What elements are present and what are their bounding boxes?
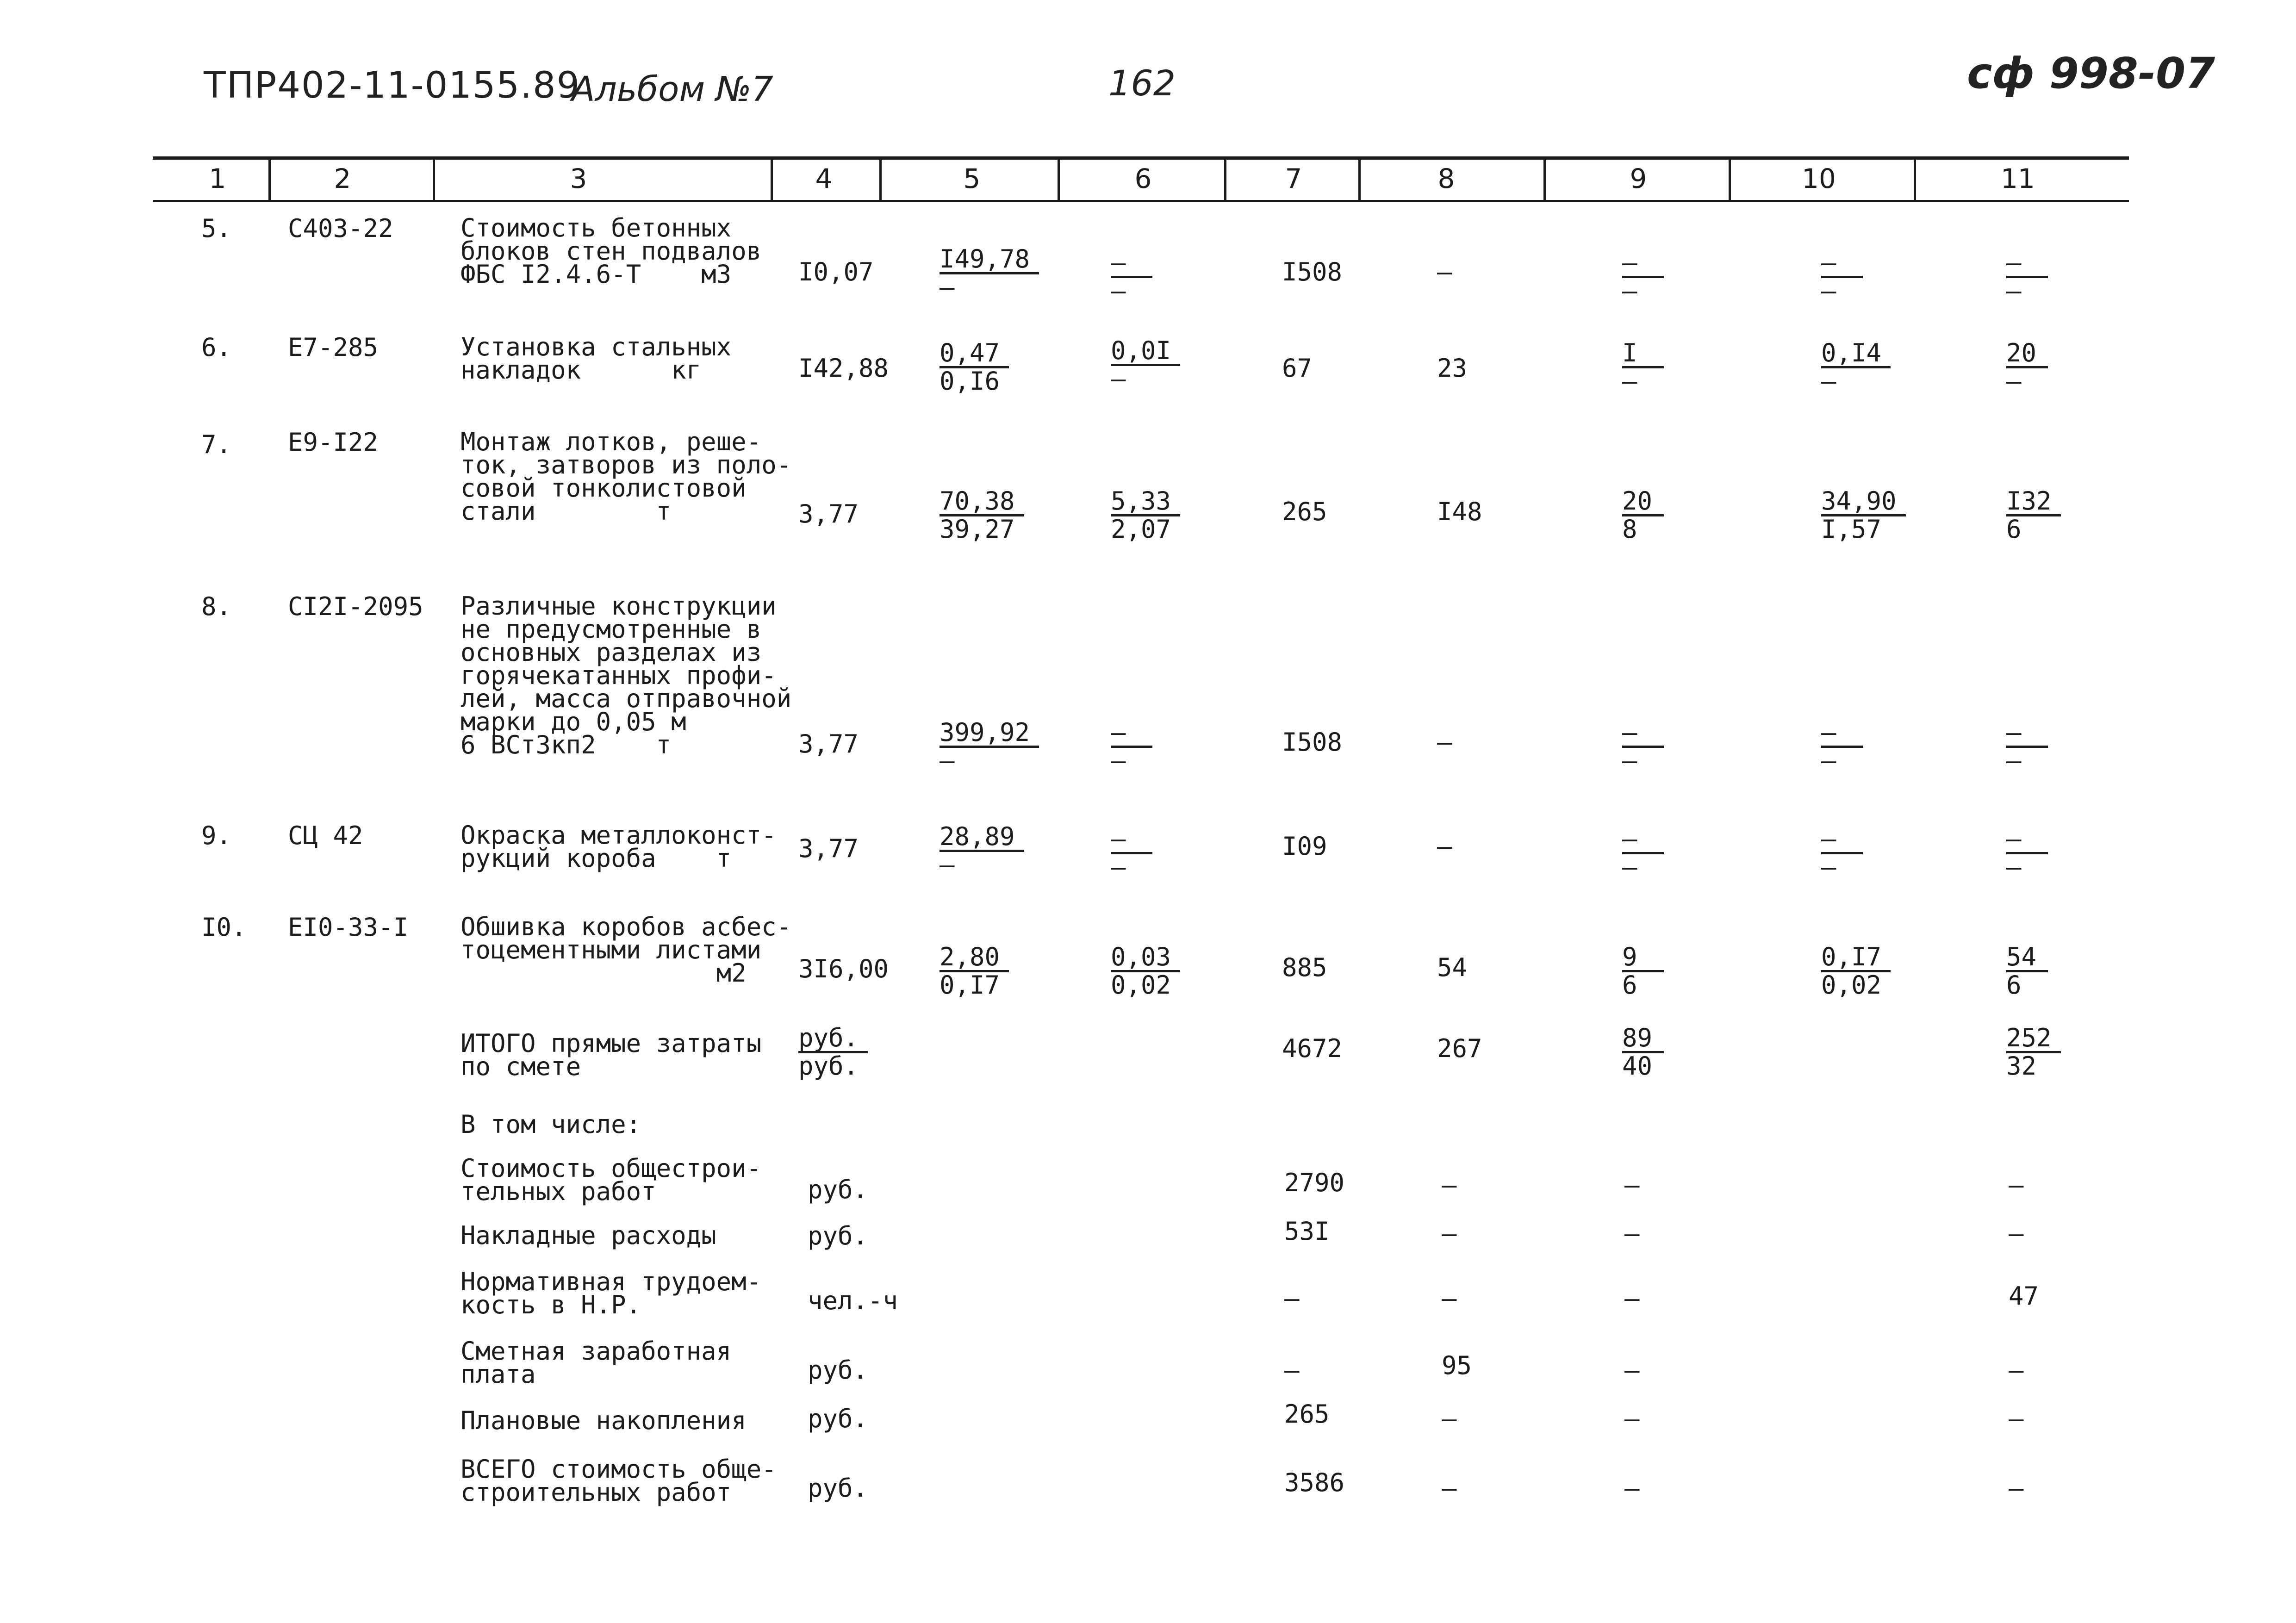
- column-header: 1: [209, 163, 226, 194]
- document-code: ТПР402-11-0155.89: [204, 65, 581, 106]
- summary-unit: руб.: [808, 1175, 868, 1204]
- cost-cell: [940, 720, 1039, 774]
- cost-cell: [940, 246, 1039, 300]
- summary-unit: чел.-ч: [808, 1286, 898, 1315]
- summary-description: Плановые накопления: [460, 1406, 747, 1435]
- total-cost: 53I: [1284, 1217, 1330, 1246]
- cost-cell: [2006, 340, 2048, 394]
- total-unit: [798, 1025, 868, 1079]
- row-description: Установка стальных накладок кг: [460, 332, 732, 385]
- cost-value: –: [2009, 1170, 2024, 1200]
- cost-value: 8: [1622, 515, 1637, 544]
- total-cost: 265: [1284, 1399, 1330, 1429]
- cost-value: –: [1111, 826, 1152, 854]
- summary-description: Нормативная трудоем- кость в Н.Р.: [460, 1267, 762, 1319]
- cost-value: –: [2006, 720, 2048, 748]
- cost-cell: [940, 944, 1009, 998]
- cost-cell: [2006, 944, 2048, 998]
- cost-value: 39,27: [940, 515, 1015, 544]
- cost-cell: [1622, 1025, 1664, 1079]
- summary-unit: руб.: [808, 1404, 868, 1433]
- summary-unit: руб.: [808, 1474, 868, 1503]
- cost-cell: [1622, 720, 1664, 774]
- cost-value: –: [1622, 720, 1664, 748]
- row-code: С403-22: [288, 214, 393, 243]
- cost-value: –: [1111, 746, 1126, 775]
- row-description: Обшивка коробов асбес- тоцементными листами м2: [460, 912, 792, 988]
- row-number: 6.: [201, 333, 232, 362]
- cost-value: –: [1111, 852, 1126, 882]
- total-cost: 67: [1282, 354, 1313, 383]
- cost-value: 2,80: [940, 944, 1009, 972]
- wage-cost: 54: [1437, 953, 1468, 982]
- cost-cell: [1111, 826, 1152, 880]
- wage-cost: –: [1437, 728, 1452, 757]
- total-description: ИТОГО прямые затраты по смете: [460, 1029, 762, 1081]
- cost-value: 0,0I: [1111, 338, 1180, 366]
- cost-value: 2,07: [1111, 515, 1171, 544]
- cost-cell: [1111, 944, 1180, 998]
- row-code: Е7-285: [288, 333, 379, 362]
- cost-value: –: [1624, 1356, 1640, 1385]
- cost-cell: [1622, 488, 1664, 542]
- cost-value: –: [1622, 826, 1664, 854]
- unit-value: руб.: [798, 1051, 859, 1081]
- column-header: 5: [963, 163, 981, 194]
- cost-value: 6: [2006, 515, 2022, 544]
- cost-value: 89: [1622, 1025, 1664, 1053]
- cost-value: –: [940, 273, 955, 302]
- summary-description: Сметная заработная плата: [460, 1337, 732, 1389]
- summary-unit: руб.: [808, 1356, 868, 1385]
- cost-value: 28,89: [940, 824, 1024, 852]
- cost-value: –: [1821, 367, 1836, 396]
- column-header: 4: [815, 163, 833, 194]
- cost-value: I,57: [1821, 515, 1882, 544]
- cost-value: 0,02: [1111, 970, 1171, 1000]
- total-cost: –: [1284, 1356, 1300, 1385]
- cost-value: –: [2006, 250, 2048, 278]
- cost-value: –: [1622, 852, 1637, 882]
- cost-value: –: [1624, 1404, 1640, 1433]
- cost-cell: [1622, 826, 1664, 880]
- wage-cost: –: [1442, 1474, 1457, 1503]
- cost-value: 0,02: [1821, 970, 1882, 1000]
- cost-value: –: [2006, 276, 2022, 305]
- cost-value: 54: [2006, 944, 2048, 972]
- cost-value: 399,92: [940, 720, 1039, 748]
- cost-cell: [1821, 340, 1891, 394]
- column-divider: [433, 157, 435, 201]
- cost-value: –: [1622, 276, 1637, 305]
- cost-cell: [1111, 720, 1152, 774]
- total-cost: I508: [1282, 257, 1343, 286]
- total-cost: I09: [1282, 832, 1327, 861]
- row-quantity: 3,77: [798, 834, 859, 863]
- cost-cell: [1622, 250, 1664, 304]
- row-number: 5.: [201, 214, 232, 243]
- cost-value: 252: [2006, 1025, 2061, 1053]
- cost-value: 0,I7: [940, 970, 1000, 1000]
- wage-cost: I48: [1437, 497, 1482, 526]
- wage-cost: –: [1442, 1404, 1457, 1433]
- summary-description: ВСЕГО стоимость обще- строительных работ: [460, 1455, 777, 1507]
- column-divider: [1543, 157, 1546, 201]
- unit-value: руб.: [798, 1025, 868, 1053]
- cost-cell: [940, 340, 1009, 394]
- wage-cost: 23: [1437, 354, 1468, 383]
- column-divider: [771, 157, 773, 201]
- row-description: Монтаж лотков, реше- ток, затворов из поло- совой тонколистовой стали т: [460, 427, 792, 526]
- cost-value: –: [1821, 720, 1863, 748]
- row-number: 9.: [201, 821, 232, 850]
- wage-cost: 267: [1437, 1034, 1482, 1063]
- column-divider: [1729, 157, 1731, 201]
- cost-value: 70,38: [940, 488, 1024, 516]
- cost-value: –: [1624, 1170, 1640, 1200]
- column-header: 2: [334, 163, 351, 194]
- cost-cell: [1821, 488, 1906, 542]
- cost-value: 47: [2009, 1281, 2039, 1311]
- cost-cell: [2006, 1025, 2061, 1079]
- cost-cell: [2006, 250, 2048, 304]
- wage-cost: –: [1437, 832, 1452, 861]
- total-cost: 3586: [1284, 1468, 1345, 1497]
- cost-cell: [2006, 488, 2061, 542]
- cost-value: 0,03: [1111, 944, 1180, 972]
- cost-value: 0,I6: [940, 367, 1000, 396]
- cost-cell: [1821, 944, 1891, 998]
- row-quantity: I42,88: [798, 354, 889, 383]
- cost-cell: [2006, 826, 2048, 880]
- total-cost: –: [1284, 1284, 1300, 1313]
- cost-value: –: [940, 746, 955, 775]
- cost-value: 6: [1622, 970, 1637, 1000]
- cost-value: –: [940, 850, 955, 879]
- wage-cost: –: [1442, 1284, 1457, 1313]
- table-top-rule: [153, 156, 2129, 160]
- row-number: I0.: [201, 913, 247, 942]
- cost-value: I: [1622, 340, 1664, 368]
- row-number: 7.: [201, 430, 232, 459]
- cost-cell: [1821, 720, 1863, 774]
- column-divider: [1224, 157, 1226, 201]
- cost-cell: [1821, 826, 1863, 880]
- cost-value: 0,47: [940, 340, 1009, 368]
- cost-value: –: [2006, 852, 2022, 882]
- cost-cell: [940, 488, 1024, 542]
- row-code: ЕI0-33-I: [288, 913, 409, 942]
- row-quantity: 3,77: [798, 729, 859, 759]
- cost-value: –: [2009, 1219, 2024, 1248]
- cost-value: 40: [1622, 1051, 1653, 1081]
- cost-value: –: [1624, 1284, 1640, 1313]
- cost-value: –: [2009, 1404, 2024, 1433]
- cost-cell: [1111, 488, 1180, 542]
- row-description: Различные конструкции не предусмотренные в основных разделах из горячекатанных профи- лей, масса отправочной марки до 0,05 м 6 ВСт3кп2 т: [460, 591, 792, 759]
- column-divider: [1058, 157, 1060, 201]
- column-header: 7: [1285, 163, 1302, 194]
- cost-value: –: [1821, 826, 1863, 854]
- sheet-code: сф 998-07: [1967, 49, 2215, 98]
- wage-cost: 95: [1442, 1351, 1472, 1380]
- row-code: СЦ 42: [288, 821, 363, 850]
- cost-value: –: [1111, 250, 1152, 278]
- total-cost: I508: [1282, 728, 1343, 757]
- cost-value: –: [1622, 367, 1637, 396]
- total-cost: 885: [1282, 953, 1327, 982]
- row-code: СI2I-2095: [288, 592, 423, 621]
- column-divider: [1358, 157, 1361, 201]
- cost-cell: [2006, 720, 2048, 774]
- column-header: 11: [2001, 163, 2035, 194]
- including-label: В том числе:: [460, 1110, 641, 1139]
- cost-value: –: [1821, 250, 1863, 278]
- wage-cost: –: [1437, 257, 1452, 286]
- cost-value: 0,I4: [1821, 340, 1891, 368]
- summary-description: Стоимость общестрои- тельных работ: [460, 1154, 762, 1206]
- cost-value: –: [1622, 746, 1637, 775]
- cost-value: –: [2006, 746, 2022, 775]
- cost-value: –: [1111, 276, 1126, 305]
- cost-cell: [1821, 250, 1863, 304]
- cost-value: 20: [2006, 340, 2048, 368]
- cost-value: –: [1111, 364, 1126, 393]
- row-code: Е9-I22: [288, 428, 379, 457]
- cost-cell: [940, 824, 1024, 878]
- cost-value: 34,90: [1821, 488, 1906, 516]
- wage-cost: –: [1442, 1170, 1457, 1200]
- cost-cell: [1622, 340, 1664, 394]
- row-quantity: 3,77: [798, 499, 859, 529]
- wage-cost: –: [1442, 1219, 1457, 1248]
- cost-cell: [1111, 338, 1180, 392]
- row-description: Окраска металлоконст- рукций короба т: [460, 821, 777, 873]
- cost-value: 32: [2006, 1051, 2037, 1081]
- column-divider: [268, 157, 271, 201]
- column-divider: [879, 157, 882, 201]
- cost-value: –: [1624, 1474, 1640, 1503]
- total-cost: 265: [1282, 497, 1327, 526]
- column-divider: [1914, 157, 1916, 201]
- row-description: Стоимость бетонных блоков стен подвалов ФБС I2.4.6-Т м3: [460, 213, 762, 289]
- column-header: 9: [1630, 163, 1647, 194]
- page-number: 162: [1108, 62, 1176, 104]
- column-header: 8: [1437, 163, 1455, 194]
- cost-value: –: [2006, 826, 2048, 854]
- cost-value: 20: [1622, 488, 1664, 516]
- row-quantity: I0,07: [798, 257, 874, 286]
- summary-description: Накладные расходы: [460, 1221, 716, 1250]
- cost-value: –: [2006, 367, 2022, 396]
- table-header-rule: [153, 200, 2129, 202]
- column-header: 10: [1802, 163, 1836, 194]
- row-quantity: 3I6,00: [798, 954, 889, 983]
- cost-value: –: [1821, 746, 1836, 775]
- cost-cell: [1622, 944, 1664, 998]
- column-header: 6: [1134, 163, 1152, 194]
- cost-value: –: [1821, 852, 1836, 882]
- total-cost: 2790: [1284, 1168, 1345, 1197]
- column-header: 3: [570, 163, 587, 194]
- cost-value: 9: [1622, 944, 1664, 972]
- cost-value: –: [1821, 276, 1836, 305]
- cost-value: –: [1111, 720, 1152, 748]
- cost-value: I32: [2006, 488, 2061, 516]
- cost-value: –: [1624, 1219, 1640, 1248]
- summary-unit: руб.: [808, 1221, 868, 1250]
- total-cost: 4672: [1282, 1034, 1343, 1063]
- cost-value: –: [2009, 1474, 2024, 1503]
- cost-cell: [1111, 250, 1152, 304]
- row-number: 8.: [201, 592, 232, 621]
- cost-value: I49,78: [940, 246, 1039, 274]
- cost-value: 6: [2006, 970, 2022, 1000]
- cost-value: –: [1622, 250, 1664, 278]
- cost-value: 5,33: [1111, 488, 1180, 516]
- cost-value: 0,I7: [1821, 944, 1891, 972]
- cost-value: –: [2009, 1356, 2024, 1385]
- album-number: Альбом №7: [572, 69, 773, 109]
